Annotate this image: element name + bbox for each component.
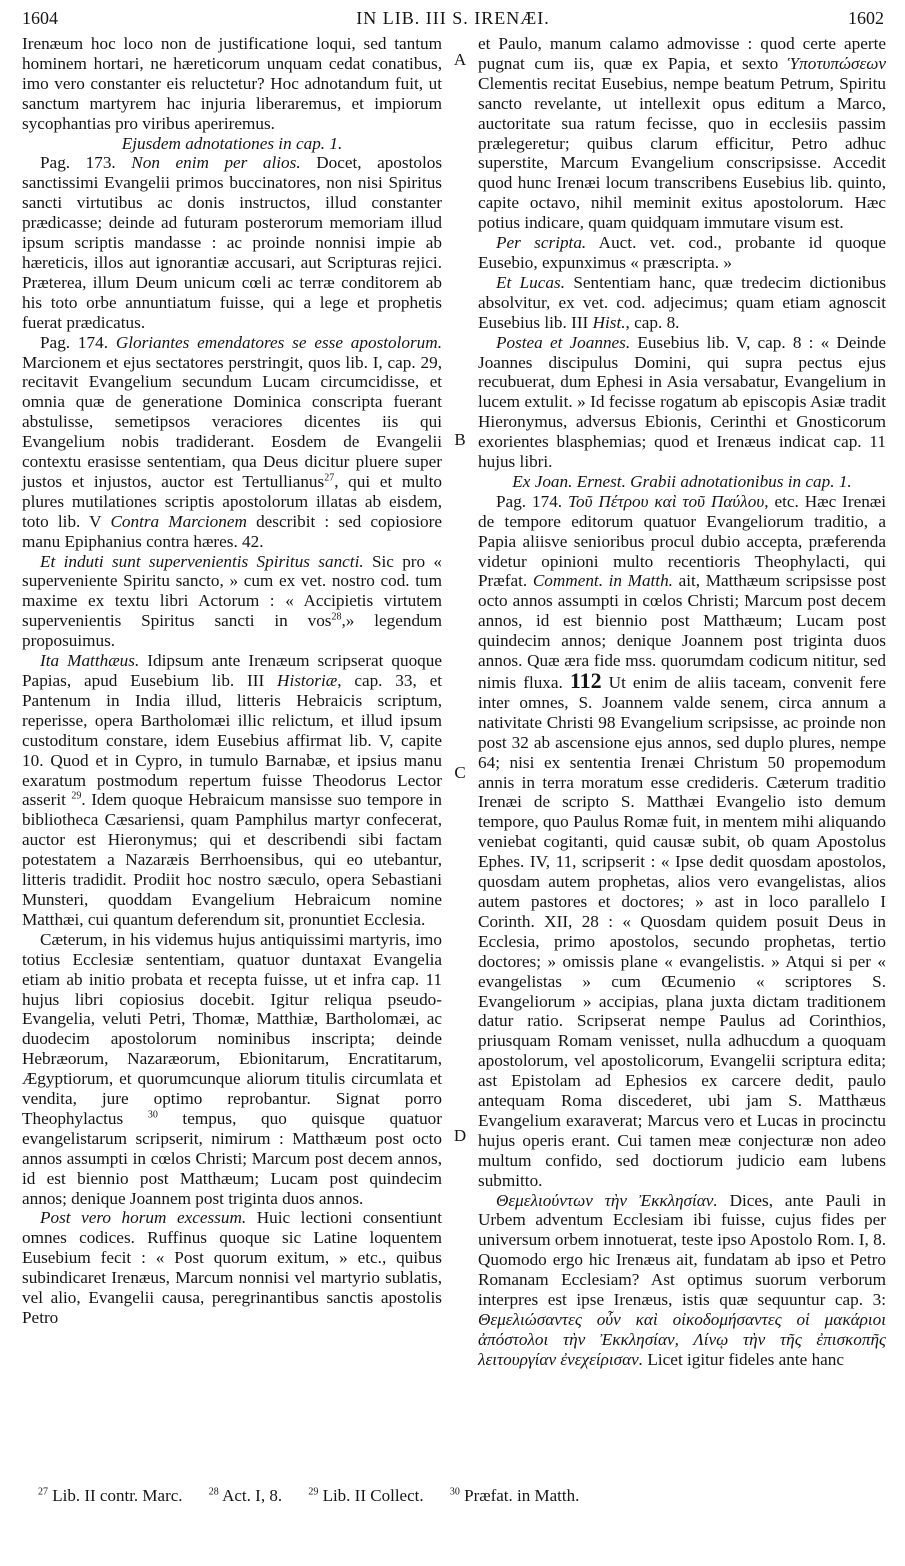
paragraph-text: et Paulo, manum calamo admovisse : quod certe aperte pugnat cum iis, quæ ex Papia, et sexto [478, 34, 886, 73]
paragraph-text: Cæterum, in his videmus hujus antiquissimi martyris, imo totius Ecclesiæ sententiam, quatuor duntaxat Evangelia etiam ab initio probata et recepta fuisse, ut et infra cap. 11 hujus libri copiosius docebit. Igitur reliqua pseudo-Evangelia, veluti Petri, Thomæ, Matthiæ, Bartholomæi, ac duodecim apostolorum nominibus inscripta; deinde Hebræorum, Nazaræorum, Ebionitarum, Encratitarum, Ægyptiorum, et quorumcunque aliorum titulis circumlata et vendita, jure optimo reprobantur. Signat porro Theophylactus [22, 929, 442, 1128]
footnote-text: Præfat. in Matth. [464, 1486, 580, 1505]
right-column [478, 34, 886, 1370]
greek-text: Τοῦ Πέτρου καὶ τοῦ Παύλου [568, 491, 765, 511]
paragraph [478, 34, 886, 233]
paragraph-text: , qui et multo plures mutilationes scriptis apostolorum illatas ab eisdem, toto lib. V [22, 471, 442, 531]
paragraph-text: Dices, ante Pauli in Urbem adventum Ecclesiam ibi fuisse, cujus fides per universum orbem innotuerat, teste ipso Apostolo Rom. I, 8. Quomodo ergo hic Irenæus ait, fundatam ab ipso et Petro Romanam Ecclesiam? Ast optimus suorum verborum interpres est ipse Irenæus, istis quæ sequuntur cap. 3: [478, 1190, 886, 1310]
paragraph-text: Marcionem et ejus sectatores perstringit, quos lib. I, cap. 29, recitavit Evangelium secundum Lucam circumcidisse, et omnia quæ de generatione Dominica conscripta fuerant abstulisse, semetipsos veraciores dicentes iis qui Evangelium nobis tradiderant. Eosdem de Evangelii contextu erasisse sententiam, qua Deus dicitur pluere super justos et injustos, auctor est Tertullianus [22, 352, 442, 491]
footnote-text: Act. I, 8. [222, 1486, 283, 1505]
footnote [450, 1486, 579, 1505]
paragraph-text: Ut enim de aliis taceam, convenit fere inter omnes, S. Joannem valde senem, circa annum a nativitate Christi 98 Evangelium scripsisse, ac proinde non post 32 ab ascensione ejus annos, sed duplo plures, nempe 64; nisi ex sententia Irenæi Christum 50 propemodum annis in terra moratum esse credideris. Cæterum traditio Irenæi de scripto S. Matthæi Evangelio isto demum tempore, quo Paulus Romæ fuit, in mentem mihi aliquando veniebat cogitanti, quid causæ subit, ob quam Apostolus Ephes. IV, 11, scripserit : « Ipse dedit quosdam apostolos, quosdam autem prophetas, alios vero evangelistas, alios autem pastores et doctores; » ast in loco parallelo I Corinth. XII, 28 : « Quosdam quidem posuit Deus in Ecclesia, primo apostolos, secundo prophetas, tertio doctores; » omissis plane « evangelistis. » Atqui si per « evangelistas » cum Œcumenio « scriptores S. Evangeliorum » accipias, plana juxta dictam traditionem datur ratio. Scripserat nempe Paulus ad Corinthios, priusquam Romam venisset, nulla adhucdum a quoquam apostolorum, vel apostolicorum, Evangelii scriptura edita; ast Epistolam ad Ephesios ex carcere dedit, paulo antequam Roma discederet, ubi jam S. Matthæus Evangelium exaraverat; Marcus vero et Lucas in procinctu hujus operis erant. Cui tamen meæ conjecturæ non adeo multum confido, sed doctiorum judicio eam lubens submitto. [478, 673, 886, 1190]
lemma: Postea et Joannes. [496, 332, 631, 352]
lemma: Et Lucas. [496, 272, 565, 292]
greek-text: Θεμελιώσαντες οὖν καὶ οἰκοδομήσαντες οἱ μακάριοι ἀπόστολοι τὴν Ἐκκλησίαν, Λίνῳ τὴν τῆς ἐπισκοπῆς λειτουργίαν ἐνεχείρισαν. [478, 1310, 886, 1369]
paragraph [22, 651, 442, 930]
footnote-text: Lib. II contr. Marc. [52, 1486, 183, 1505]
footnote-number: 28 [208, 1486, 219, 1498]
paragraph-text: , cap. 8. [625, 312, 680, 332]
paragraph [22, 153, 442, 332]
paragraph-text: Auct. vet. cod., probante id quoque Eusebio, expunximus « præscripta. » [478, 233, 886, 272]
lemma: Per scripta. [496, 233, 587, 253]
page-ref: Pag. 174. [496, 491, 563, 511]
margin-letter-c: C [454, 763, 466, 782]
page-header [22, 8, 884, 30]
paragraph [22, 333, 442, 552]
paragraph: Irenæum hoc loco non de justificatione loqui, sed tantum hominem hortari, ne hæreticorum unquam cedat conatibus, imo vero constanter eis reluctetur? Hoc adnotandum fuit, ut sanctum martyrem hac injuria liberaremus, et impiorum sycophantias pro viribus aperiremus. [22, 34, 442, 133]
paragraph-text: Sententiam hanc, quæ tredecim dictionibus absolvitur, ex vet. cod. adjecimus; quam etiam agnoscit Eusebius lib. III [478, 272, 887, 332]
column-number: 112 [569, 668, 602, 693]
greek-text: Ὑποτυπώσεων [787, 53, 887, 73]
paragraph [22, 1208, 442, 1327]
paragraph-text: ait, Matthæum scripsisse post octo annos assumpti in cœlos Christi; Marcum post decem annos, id est biennio post Matthæum; Lucam post quindecim annos; denique Joannem post triginta duos annos. Quæ æra fide mss. quorumdam codicum nititur, sed nimis fluxa. [478, 571, 887, 692]
section-heading: Ex Joan. Ernest. Grabii adnotationibus in cap. 1. [512, 471, 852, 491]
paragraph [478, 273, 886, 333]
margin-letter-b: B [454, 430, 466, 449]
paragraph-text: Clementis recitat Eusebius, nempe beatum Petrum, Spiritu sancto revelante, ut intellexit opus editum a Marco, auctoritate sua ratum fecisse, quo in ecclesiis passim prælegeretur; quibus clarum efficitur, Petro adhuc superstite, Marcum Evangelium conscripsisse. Accedit quod hunc Irenæi locum transcribens Eusebius lib. quinto, capite octavo, nihil meminit exitus apostolorum. Hæc potius indicare, quam quidquam immutare visum est. [478, 73, 886, 233]
paragraph [478, 233, 886, 273]
paragraph [478, 492, 886, 1191]
footnote [209, 1486, 282, 1505]
footnote-number: 30 [449, 1486, 460, 1498]
paragraph-text: . Idem quoque Hebraicum mansisse suo tempore in bibliotheca Cæsariensi, quam Pamphilus martyr confecerat, auctor est Hieronymus; qui et describendi sibi factam potestatem a Nazaræis Berrhoensibus, qui eo utebantur, litteris tradidit. Prodiit hoc nostro sæculo, opera Sebastiani Munsteri, quoddam Evangelium Hebraicum nomine Matthæi, cui quantum deferendum sit, pronuntiet Ecclesia. [22, 790, 443, 929]
footnote-ref: 27 [324, 472, 335, 484]
footnotes [38, 1486, 878, 1506]
footnote-number: 27 [38, 1486, 48, 1498]
lemma: Non enim per alios. [131, 153, 301, 173]
footnote-text: Lib. II Collect. [322, 1486, 424, 1505]
lemma: Post vero horum excessum. [40, 1208, 247, 1228]
page-ref: Pag. 173. [40, 153, 116, 173]
paragraph-text: Idipsum ante Irenæum scripserat quoque Papias, apud Eusebium lib. III [22, 651, 442, 690]
page-number-right: 1602 [848, 8, 884, 28]
lemma: Et induti sunt supervenientis Spiritus sancti. [40, 551, 364, 571]
paragraph [478, 1191, 886, 1370]
footnote [38, 1486, 183, 1505]
title-ref: Hist. [592, 312, 626, 332]
paragraph-text: Eusebius lib. V, cap. 8 : « Deinde Joannes discipulus Domini, qui supra pectus ejus recubuerat, dum Ephesi in Asia versabatur, Evangelium in lucem extulit. » Id fecisse rogatum ab episcopis Asiæ tradit Hieronymus, adversus Ebionis, Cerinthi et Gnosticorum exorientes blasphemias; quod et Irenæus indicat cap. 11 hujus libri. [478, 332, 886, 472]
paragraph-text: describit : sed copiosiore manu Epiphanius contra hæres. 42. [22, 511, 442, 551]
margin-letter-d: D [453, 1126, 467, 1145]
lemma: Ita Matthæus. [40, 651, 140, 671]
footnote [308, 1486, 423, 1505]
paragraph [22, 552, 442, 652]
title-ref: Historiæ [277, 671, 338, 690]
footnote-ref: 29 [71, 790, 82, 802]
paragraph-text: tempus, quo quisque quatuor evangelistarum scripserit, nimirum : Matthæum post octo annos assumpti in cœlos Christi; Marcum post decem annos, id est biennio post Matthæum; Lucam post quindecim annos; denique Joannem post triginta duos annos. [22, 1108, 442, 1208]
running-title: IN LIB. III S. IRENÆI. [356, 8, 550, 28]
paragraph-text: Huic lectioni consentiunt omnes codices. Ruffinus quoque sic Latine loquentem Eusebium fecit : « Post quorum exitum, » etc., quibus subindicaret Irenæus, Marcum nonnisi vel martyrio sublatis, vel alio, Evangelii causa, peregrinantibus sanctis apostolis Petro [22, 1208, 442, 1327]
page-ref: Pag. 174. [40, 332, 108, 352]
paragraph-text: , cap. 33, et Pantenum in India illud, litteris Hebraicis scriptum, reperisse, opera Bartholomæi illic relictum, et illud ipsum custoditum constare, idem Eusebius affirmat lib. V, capite 10. Quod et in Cypro, in tumulo Barnabæ, et ipsius manu exaratum postmodum repertum fuisse Theodorus Lector asserit [22, 671, 443, 810]
section-heading: Ejusdem adnotationes in cap. 1. [121, 133, 343, 153]
left-column [22, 34, 442, 1328]
footnote-number: 29 [308, 1486, 319, 1498]
title-ref: Comment. in Matth. [532, 571, 673, 591]
margin-letter-a: A [453, 50, 467, 69]
footnote-ref: 30 [147, 1109, 158, 1121]
paragraph-text: Docet, apostolos sanctissimi Evangelii primos buccinatores, non nisi Spiritus sancti virtutibus ac donis instructos, illud constanter prædicasse; deinde ad futuram posterorum memoriam illud ipsum scriptis mandasse : ac proinde nonnisi impie ab hæreticis, illos aut ignorantiæ accusari, aut Scripturas rejici. Præterea, illum Deum unicum cœli ac terræ conditorem ab his toto orbe annuntiatum fuisse, qui a lege et prophetis fuerat prædicatus. [22, 153, 443, 332]
paragraph-text: Licet igitur fideles ante hanc [647, 1349, 845, 1369]
page-number-left: 1604 [22, 8, 58, 28]
paragraph-text: ,» legendum proposuimus. [22, 611, 442, 651]
paragraph-text: , etc. Hæc Irenæi de tempore editorum quatuor Evangeliorum traditio, a Papia aliisve senioribus procul dubio accepta, præferenda videtur opinioni multo recentioris Theophylacti, qui Præfat. [478, 491, 887, 591]
paragraph [478, 333, 886, 472]
paragraph-text: Sic pro « superveniente Spiritu sancto, » cum ex vet. nostro cod. tum maxime ex textu libri Actorum : « Accipietis virtutem supervenientis Spiritus sancti in vos [22, 551, 442, 631]
footnote-ref: 28 [331, 611, 342, 623]
title-ref: Contra Marcionem [110, 511, 247, 531]
greek-text: Θεμελιούντων τὴν Ἐκκλησίαν. [496, 1190, 718, 1210]
paragraph [22, 930, 442, 1209]
lemma: Gloriantes emendatores se esse apostolorum. [115, 332, 442, 352]
